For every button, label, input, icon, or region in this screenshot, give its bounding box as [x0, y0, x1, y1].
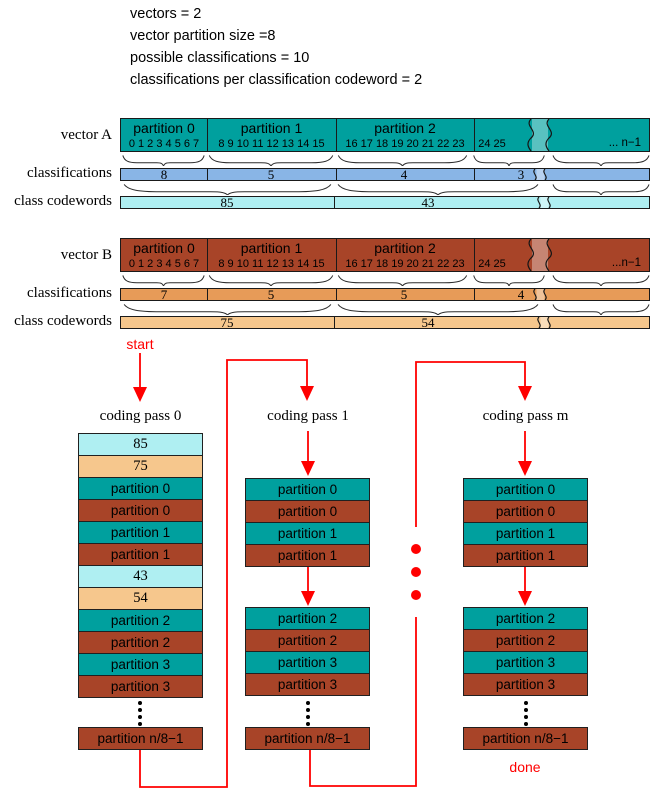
stack-row: partition n/8−1	[78, 727, 203, 750]
brace	[208, 153, 334, 166]
bar-break-mark	[531, 197, 557, 208]
classification-value: 5	[267, 287, 275, 302]
stack-row: partition 3	[463, 651, 588, 674]
brace	[122, 302, 333, 315]
stack-row: partition 0	[463, 478, 588, 501]
arrowhead	[518, 591, 532, 606]
vector-b-label: vector B	[60, 247, 112, 263]
header-line: vector partition size =8	[130, 28, 276, 44]
vector-a-label: vector A	[60, 127, 112, 143]
partition-label: partition 2	[374, 120, 436, 136]
classification-value: 4	[517, 287, 525, 302]
stack-row: partition 3	[245, 651, 370, 674]
header-line: vectors = 2	[130, 6, 202, 22]
partition-label: partition 1	[240, 120, 303, 136]
brace	[552, 153, 650, 166]
stack-row: partition 1	[78, 543, 203, 566]
vertical-ellipsis	[137, 698, 143, 729]
codeword-value: 75	[220, 315, 234, 330]
stack-row: partition 3	[245, 673, 370, 696]
coding-pass-m-label: coding pass m	[482, 408, 569, 424]
ellipsis-dot	[411, 590, 421, 600]
divider	[336, 289, 337, 300]
arrowhead	[133, 387, 147, 402]
coding-pass-1-label: coding pass 1	[267, 408, 349, 424]
stack-row: 85	[78, 433, 203, 456]
coding-pass-m-tail	[463, 727, 588, 750]
bar-break-mark	[527, 169, 553, 180]
vector-b-classifications-bar	[120, 288, 650, 301]
classifications-label: classifications	[27, 285, 112, 301]
divider	[334, 317, 335, 328]
stack-row: partition 2	[463, 607, 588, 630]
stack-row: partition 3	[78, 675, 203, 698]
coding-pass-0-label: coding pass 0	[99, 408, 182, 424]
stack-row: partition 1	[463, 544, 588, 567]
stack-row: partition n/8−1	[463, 727, 588, 750]
divider	[474, 289, 475, 300]
brace	[336, 182, 540, 195]
brace	[208, 273, 334, 286]
classification-value: 5	[400, 287, 408, 302]
ellipsis-dot	[411, 567, 421, 577]
stack-row: partition 0	[78, 477, 203, 500]
arrowhead	[300, 386, 314, 401]
brace	[552, 273, 650, 286]
divider	[207, 169, 208, 180]
stack-row: partition 0	[245, 500, 370, 523]
sample-indices: 0 1 2 3 4 5 6 7	[128, 138, 200, 150]
bar-break-mark	[527, 289, 553, 300]
brace	[122, 273, 205, 286]
stack-row: partition 2	[245, 607, 370, 630]
bar-break-mark	[519, 119, 559, 151]
arrowhead	[518, 386, 532, 401]
vector-b-codewords-bar	[120, 316, 650, 329]
classification-value: 5	[267, 167, 275, 182]
divider	[474, 169, 475, 180]
bar-break-mark	[519, 239, 559, 271]
partition-label: partition 2	[374, 240, 436, 256]
brace	[473, 153, 545, 166]
classification-value: 3	[517, 167, 525, 182]
divider	[334, 197, 335, 208]
stack-row: partition 2	[78, 609, 203, 632]
partition-label: partition 0	[133, 120, 195, 136]
brace	[552, 182, 650, 195]
class-codewords-label: class codewords	[14, 313, 112, 329]
stack-row: partition 1	[463, 522, 588, 545]
brace	[122, 153, 205, 166]
brace	[552, 302, 650, 315]
partition-label: partition 0	[133, 240, 195, 256]
coding-pass-0-stack	[78, 433, 203, 698]
classification-value: 4	[400, 167, 408, 182]
coding-pass-m-group1	[463, 478, 588, 567]
stack-row: 54	[78, 587, 203, 610]
codeword-value: 85	[220, 195, 234, 210]
arrowhead	[301, 591, 315, 606]
header-line: classifications per classification codeword = 2	[130, 72, 423, 88]
vector-a-codewords-bar	[120, 196, 650, 209]
vector-a-bar	[120, 118, 650, 152]
divider	[336, 169, 337, 180]
n-minus-1-label: ... n−1	[608, 137, 641, 149]
brace	[336, 302, 540, 315]
stack-row: partition 2	[463, 629, 588, 652]
vector-a-classifications-bar	[120, 168, 650, 181]
done-label: done	[509, 759, 541, 775]
coding-pass-0-tail	[78, 727, 203, 750]
sample-indices: 24 25	[478, 258, 506, 270]
sample-indices: 16 17 18 19 20 21 22 23	[345, 138, 465, 150]
stack-row: 75	[78, 455, 203, 478]
stack-row: partition 0	[245, 478, 370, 501]
stack-row: 43	[78, 565, 203, 588]
header-line: possible classifications = 10	[130, 50, 310, 66]
start-label: start	[126, 336, 154, 352]
brace	[122, 182, 333, 195]
sample-indices: 0 1 2 3 4 5 6 7	[128, 258, 200, 270]
divider	[207, 289, 208, 300]
stack-row: partition 2	[245, 629, 370, 652]
class-codewords-label: class codewords	[14, 193, 112, 209]
bar-break-mark	[531, 317, 557, 328]
arrowhead	[518, 461, 532, 476]
brace	[337, 273, 468, 286]
codeword-value: 54	[421, 315, 435, 330]
sample-indices: 24 25	[478, 138, 506, 150]
arrowhead	[301, 461, 315, 476]
stack-row: partition 1	[78, 521, 203, 544]
classifications-label: classifications	[27, 165, 112, 181]
vertical-ellipsis	[523, 698, 529, 729]
classification-value: 8	[160, 167, 168, 182]
stack-row: partition 1	[245, 522, 370, 545]
coding-pass-1-tail	[245, 727, 370, 750]
vector-b-bar	[120, 238, 650, 272]
stack-row: partition 0	[78, 499, 203, 522]
vertical-ellipsis	[305, 698, 311, 729]
ellipsis-dot	[411, 544, 421, 554]
sample-indices: 16 17 18 19 20 21 22 23	[345, 258, 465, 270]
coding-pass-1-group2	[245, 607, 370, 696]
stack-row: partition 1	[245, 544, 370, 567]
sample-indices: 8 9 10 11 12 13 14 15	[218, 138, 325, 150]
coding-pass-m-group2	[463, 607, 588, 696]
sample-indices: 8 9 10 11 12 13 14 15	[218, 258, 325, 270]
stack-row: partition 3	[463, 673, 588, 696]
stack-row: partition 2	[78, 631, 203, 654]
classification-value: 7	[160, 287, 168, 302]
stack-row: partition 0	[463, 500, 588, 523]
partition-label: partition 1	[240, 240, 303, 256]
n-minus-1-label: ...n−1	[611, 257, 641, 269]
stack-row: partition n/8−1	[245, 727, 370, 750]
brace	[473, 273, 545, 286]
codeword-value: 43	[421, 195, 435, 210]
coding-pass-1-group1	[245, 478, 370, 567]
brace	[337, 153, 468, 166]
stack-row: partition 3	[78, 653, 203, 676]
